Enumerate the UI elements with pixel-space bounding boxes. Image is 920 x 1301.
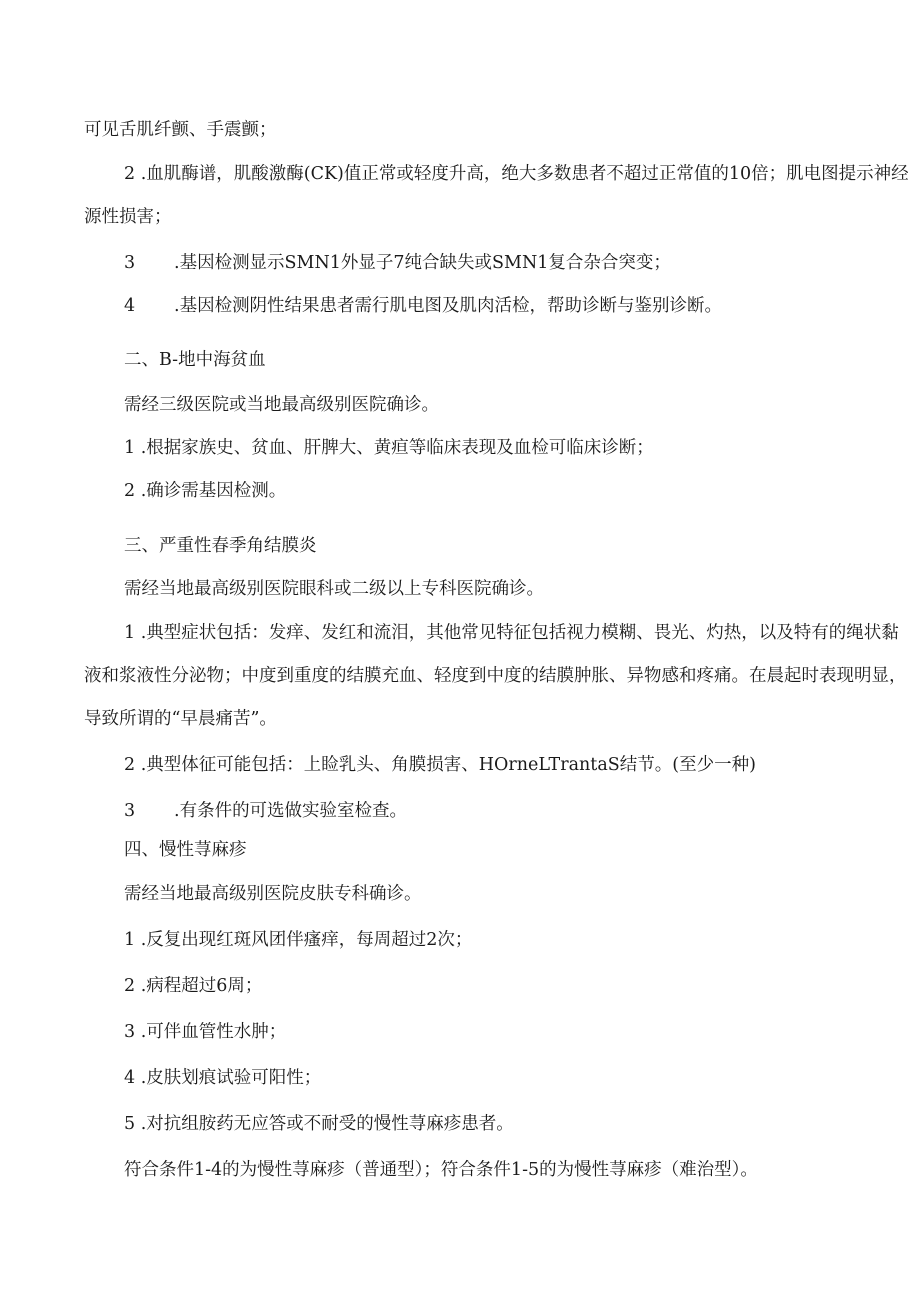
list-number: 3 [124, 253, 136, 273]
paragraph-thalassemia-clinical: 1 .根据家族史、贫血、肝脾大、黄疸等临床表现及血检可临床诊断； [124, 438, 654, 458]
paragraph-ck-emg: 2 .血肌酶谱，肌酸激酶(CK)值正常或轻度升高，绝大多数患者不超过正常值的10倍；肌电图提示神经源性损害； [84, 164, 909, 227]
list-text: .基因检测阴性结果患者需行肌电图及肌肉活检，帮助诊断与鉴别诊断。 [174, 296, 723, 316]
list-number: 3 [124, 801, 136, 821]
paragraph-thalassemia-gene: 2 .确诊需基因检测。 [124, 481, 287, 501]
section-heading-keratoconjunctivitis: 三、严重性春季角结膜炎 [124, 536, 317, 556]
section-heading-thalassemia: 二、B-地中海贫血 [124, 350, 266, 370]
paragraph-kc-symptoms: 1 .典型症状包括：发痒、发红和流泪，其他常见特征包括视力模糊、畏光、灼热，以及特有的绳状黏液和浆液性分泌物；中度到重度的结膜充血、轻度到中度的结膜肿胀、异物感和疼痛。在晨起时表现明显，导致所谓的“早晨痛苦”。 [84, 623, 907, 729]
paragraph-urticaria-wheals: 1 .反复出现红斑风团伴瘙痒，每周超过2次； [124, 930, 473, 950]
paragraph-urticaria-classification: 符合条件1-4的为慢性荨麻疹（普通型）；符合条件1-5的为慢性荨麻疹（难治型）。 [124, 1160, 758, 1180]
section-heading-urticaria: 四、慢性荨麻疹 [124, 840, 247, 860]
paragraph-urticaria-angioedema: 3 .可伴血管性水肿； [124, 1022, 287, 1042]
paragraph-tongue-tremor: 可见舌肌纤颤、手震颤； [84, 120, 277, 140]
list-text: .基因检测显示SMN1外显子7纯合缺失或SMN1复合杂合突变； [174, 253, 671, 273]
paragraph-kc-confirm: 需经当地最高级别医院眼科或二级以上专科医院确诊。 [124, 579, 544, 599]
list-number: 4 [124, 296, 136, 316]
paragraph-thalassemia-confirm: 需经三级医院或当地最高级别医院确诊。 [124, 395, 439, 415]
paragraph-kc-lab [124, 799, 407, 823]
paragraph-urticaria-antihistamine: 5 .对抗组胺药无应答或不耐受的慢性荨麻疹患者。 [124, 1114, 514, 1134]
paragraph-urticaria-duration: 2 .病程超过6周； [124, 976, 263, 996]
paragraph-biopsy [124, 294, 722, 318]
paragraph-kc-signs: 2 .典型体征可能包括：上睑乳头、角膜损害、HOrneLTrantaS结节。(至少一种) [124, 755, 756, 775]
paragraph-urticaria-confirm: 需经当地最高级别医院皮肤专科确诊。 [124, 884, 422, 904]
paragraph-urticaria-dermographism: 4 .皮肤划痕试验可阳性； [124, 1068, 322, 1088]
paragraph-smn1-gene [124, 251, 671, 275]
list-text: .有条件的可选做实验室检查。 [174, 801, 408, 821]
